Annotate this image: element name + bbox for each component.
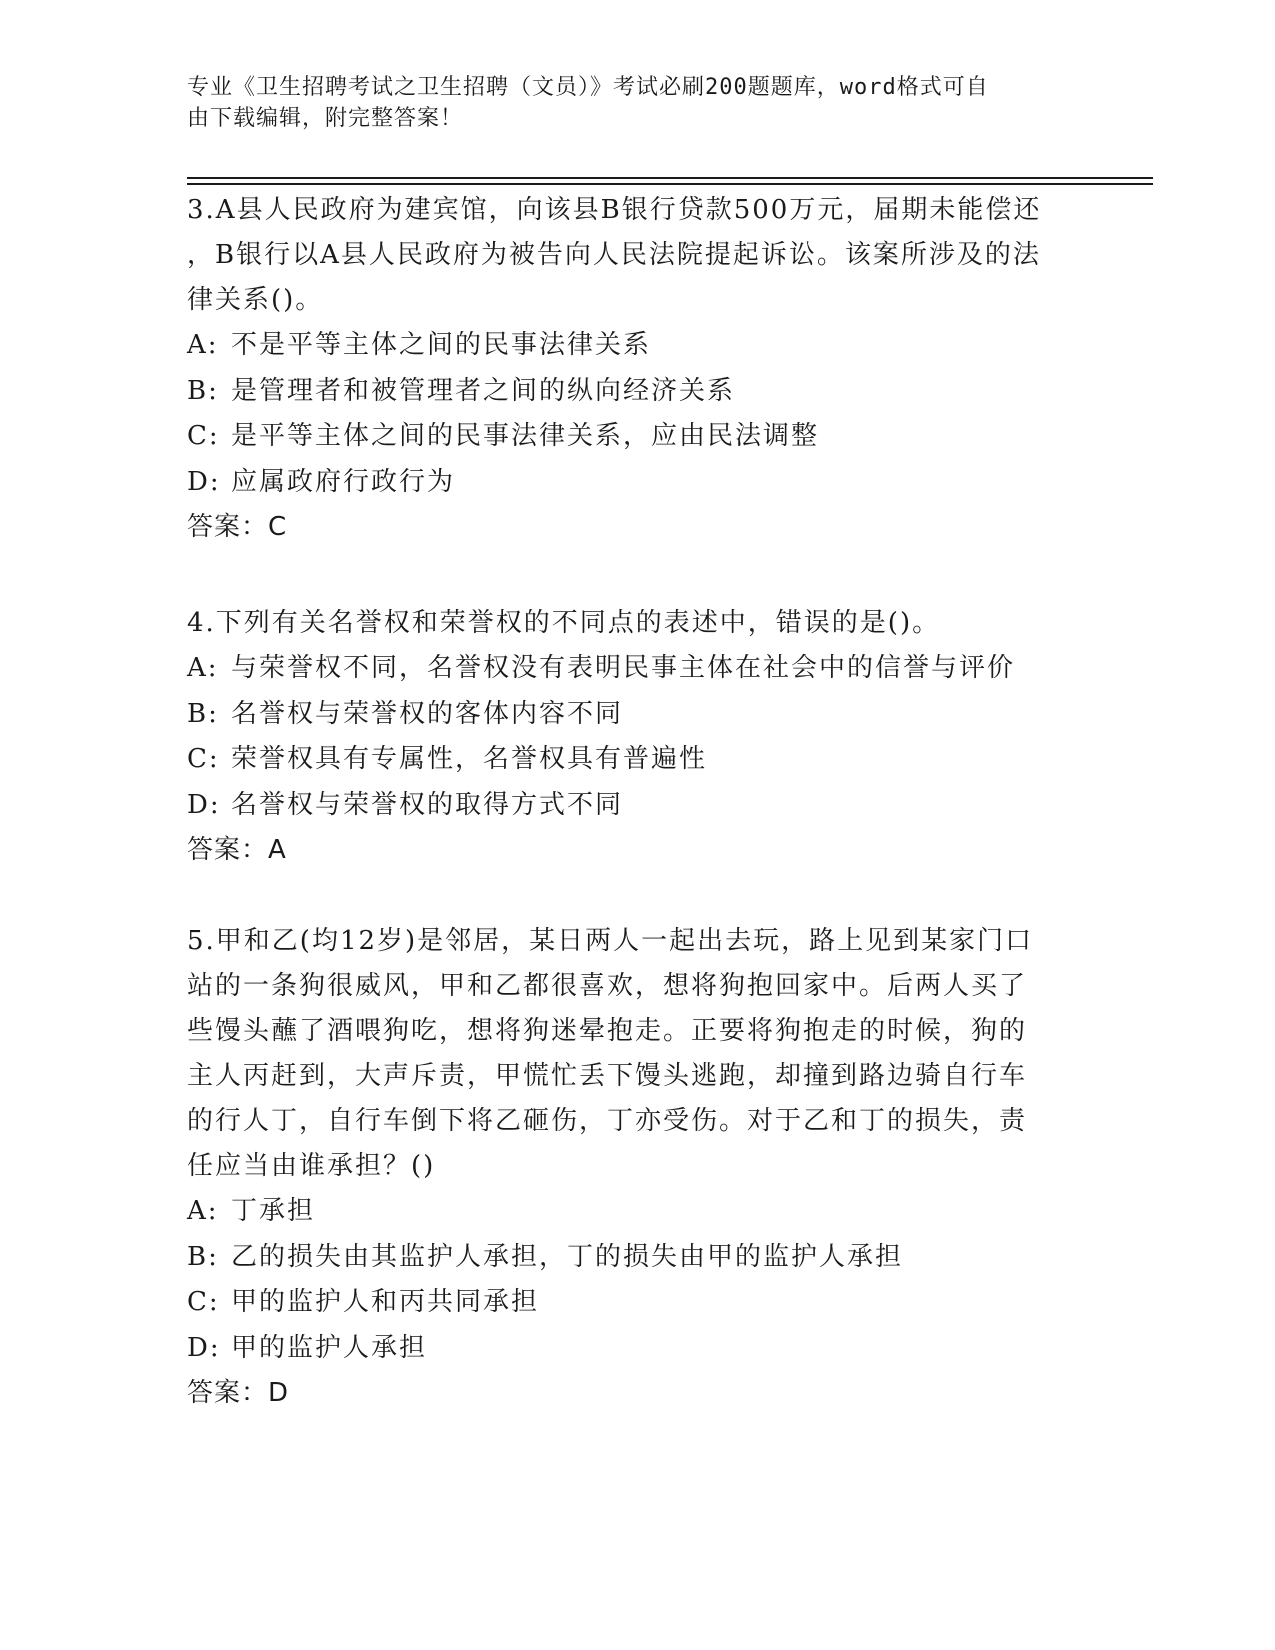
- question-stem: [187, 188, 1087, 323]
- option-letter: D:: [187, 466, 221, 497]
- option-text: 甲的监护人和丙共同承担: [231, 1287, 540, 1317]
- option-letter: A:: [187, 653, 219, 683]
- answer-key: 答案：D: [187, 1378, 290, 1408]
- option-letter: D:: [187, 1332, 221, 1363]
- header-divider-bottom: [187, 183, 1153, 185]
- question-5: [187, 919, 1087, 1416]
- option-text: 丁承担: [231, 1196, 316, 1226]
- option-text: 名誉权与荣誉权的客体内容不同: [231, 698, 624, 729]
- question-4: [187, 601, 1087, 873]
- stem-line: 主人丙赶到，大声斥责，甲慌忙丢下馒头逃跑，却撞到路边骑自行车: [187, 1061, 1028, 1091]
- option-b: [187, 1235, 1087, 1281]
- stem-line: 3.A县人民政府为建宾馆，向该县B银行贷款500万元，届期未能偿还: [187, 195, 1042, 225]
- option-c: [187, 414, 1087, 460]
- option-a: [187, 323, 1087, 369]
- option-b: [187, 369, 1087, 415]
- option-text: 应属政府行政行为: [231, 466, 456, 497]
- question-3: [187, 188, 1087, 550]
- stem-line: 站的一条狗很威风，甲和乙都很喜欢，想将狗抱回家中。后两人买了: [187, 971, 1028, 1001]
- stem-line: 任应当由谁承担？(): [187, 1151, 436, 1181]
- option-a: [187, 646, 1087, 692]
- option-text: 名誉权与荣誉权的取得方式不同: [231, 789, 624, 820]
- option-b: [187, 692, 1087, 738]
- option-d: [187, 1326, 1087, 1372]
- option-letter: A:: [187, 1196, 219, 1226]
- option-letter: B:: [187, 698, 219, 729]
- stem-line: 5.甲和乙(均12岁)是邻居，某日两人一起出去玩，路上见到某家门口: [187, 926, 1034, 956]
- header-line-1: 专业《卫生招聘考试之卫生招聘（文员）》考试必刷200题题库，word格式可自: [187, 75, 989, 100]
- option-c: [187, 737, 1087, 783]
- option-letter: C:: [187, 421, 220, 451]
- header-divider-top: [187, 177, 1153, 179]
- stem-line: 4.下列有关名誉权和荣誉权的不同点的表述中，错误的是()。: [187, 608, 941, 638]
- option-text: 荣誉权具有专属性，名誉权具有普遍性: [231, 744, 708, 774]
- stem-line: 律关系()。: [187, 285, 324, 315]
- option-text: 甲的监护人承担: [231, 1332, 428, 1363]
- option-text: 乙的损失由其监护人承担，丁的损失由甲的监护人承担: [231, 1241, 904, 1272]
- option-text: 不是平等主体之间的民事法律关系: [231, 330, 652, 360]
- option-c: [187, 1280, 1087, 1326]
- stem-line: 些馒头蘸了酒喂狗吃，想将狗迷晕抱走。正要将狗抱走的时候，狗的: [187, 1016, 1028, 1046]
- option-letter: B:: [187, 1241, 219, 1272]
- option-letter: C:: [187, 1287, 220, 1317]
- option-text: 是管理者和被管理者之间的纵向经济关系: [231, 375, 736, 406]
- option-d: [187, 783, 1087, 829]
- header-line-2: 由下载编辑，附完整答案！: [187, 106, 464, 131]
- question-stem: [187, 919, 1087, 1189]
- stem-line: 的行人丁，自行车倒下将乙砸伤，丁亦受伤。对于乙和丁的损失，责: [187, 1106, 1028, 1136]
- option-d: [187, 460, 1087, 506]
- stem-line: ，B银行以A县人民政府为被告向人民法院提起诉讼。该案所涉及的法: [187, 240, 1041, 270]
- option-letter: D:: [187, 789, 221, 820]
- answer-key: 答案：A: [187, 835, 287, 865]
- option-letter: C:: [187, 744, 220, 774]
- option-letter: B:: [187, 375, 219, 406]
- question-stem: [187, 601, 1087, 646]
- option-text: 与荣誉权不同，名誉权没有表明民事主体在社会中的信誉与评价: [231, 653, 1016, 683]
- option-letter: A:: [187, 330, 219, 360]
- option-a: [187, 1189, 1087, 1235]
- document-header: [187, 72, 1077, 134]
- option-text: 是平等主体之间的民事法律关系，应由民法调整: [231, 421, 820, 451]
- answer-key: 答案：C: [187, 512, 288, 542]
